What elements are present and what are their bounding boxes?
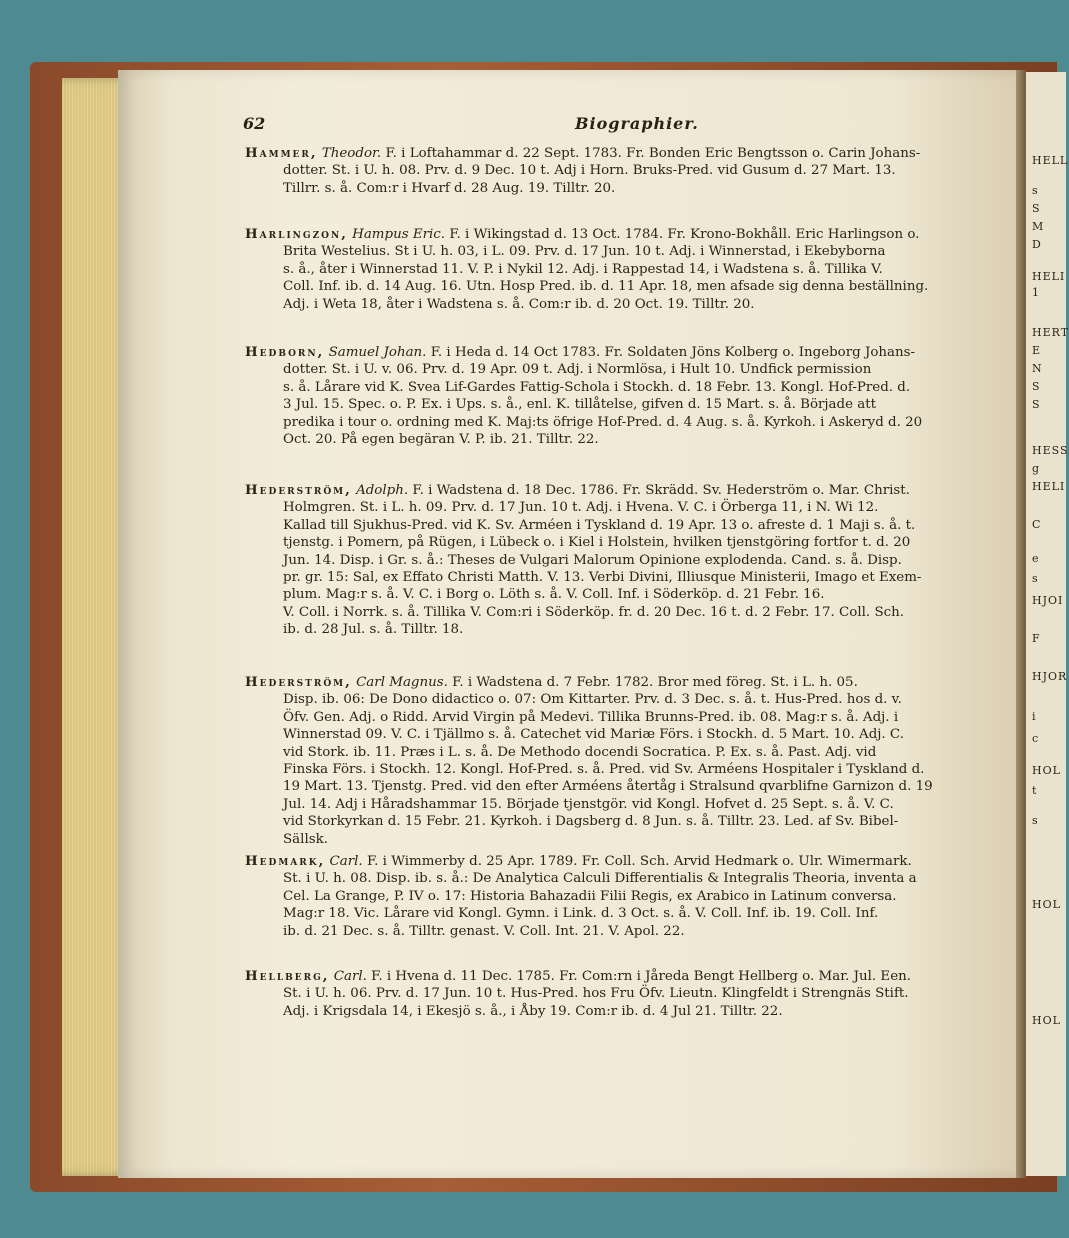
entry-text: F. i Wimmerby d. 25 Apr. 1789. Fr. Coll. Sch. Arvid Hedmark o. Ulr. Wimermark. [366,854,912,869]
biography-entry [245,674,1015,848]
entry-line: Adj. i Weta 18, åter i Wadstena s. å. Com:r ib. d. 20 Oct. 19. Tilltr. 20. [283,296,755,312]
entry-surname: Hellberg, [245,968,330,984]
book-gutter [1016,70,1026,1178]
entry-line: 3 Jul. 15. Spec. o. P. Ex. i Ups. s. å., enl. K. tillåtelse, gifven d. 15 Mart. s. å. Började att [283,397,877,413]
entry-line: ib. d. 28 Jul. s. å. Tilltr. 18. [283,622,464,638]
next-page-fragment: HJOI [1032,594,1064,607]
entry-first-line [245,674,1015,691]
next-page-fragment: e [1032,552,1040,565]
next-page-fragment: S [1032,202,1041,215]
entry-surname: Hedborn, [245,344,325,360]
entry-given-name: Carl. [329,854,363,869]
entry-line: St. i U. h. 08. Disp. ib. s. å.: De Analytica Calculi Differentialis & Integralis Theoria, inventa a [283,871,917,887]
entry-line: Oct. 20. På egen begäran V. P. ib. 21. Tilltr. 22. [283,432,599,448]
entry-line: Brita Westelius. St i U. h. 03, i L. 09. Prv. d. 17 Jun. 10 t. Adj. i Winnerstad, i Ekebyborna [283,244,886,260]
entry-given-name: Adolph. [356,483,409,498]
entry-given-name: Samuel Johan. [328,345,427,360]
entry-surname: Hederström, [245,482,352,498]
next-page-fragment: c [1032,732,1040,745]
entry-line: Winnerstad 09. V. C. i Tjällmo s. å. Catechet vid Mariæ Förs. i Stockh. d. 5 Mart. 10. Adj. C. [283,727,904,743]
biography-entry [245,968,1015,1020]
next-page-fragment: t [1032,784,1038,797]
entry-surname: Hedmark, [245,853,326,869]
entry-line: plum. Mag:r s. å. V. C. i Borg o. Löth s. å. V. Coll. Inf. i Söderköp. d. 21 Febr. 16. [283,587,825,603]
entry-line: Mag:r 18. Vic. Lårare vid Kongl. Gymn. i Link. d. 3 Oct. s. å. V. Coll. Inf. ib. 19. Coll. Inf. [283,906,879,922]
entry-first-line [245,968,1015,985]
entry-given-name: Carl Magnus. [356,675,448,690]
next-page-fragment: i [1032,710,1037,723]
running-head: Biographier. [575,114,699,133]
next-page-fragment: HJOR [1032,670,1068,683]
biography-entry [245,145,1015,197]
entry-line: tjenstg. i Pomern, på Rügen, i Lübeck o. i Kiel i Holstein, hvilken tjenstgöring fortfor t. d. 20 [283,535,911,551]
entry-line: Kallad till Sjukhus-Pred. vid K. Sv. Arméen i Tyskland d. 19 Apr. 13 o. afreste d. 1 Maji s. å. t. [283,517,916,533]
entry-line: Öfv. Gen. Adj. o Ridd. Arvid Virgin på Medevi. Tillika Brunns-Pred. ib. 08. Mag:r s. å. Adj. i [283,709,899,725]
entry-line: vid Stork. ib. 11. Præs i L. s. å. De Methodo docendi Socratica. P. Ex. s. å. Past. Adj. vid [283,744,877,760]
entry-given-name: Carl. [333,969,367,984]
next-page-fragment: s [1032,814,1039,827]
next-page-fragment: M [1032,220,1045,233]
entry-text: F. i Heda d. 14 Oct 1783. Fr. Soldaten Jöns Kolberg o. Ingeborg Johans- [430,345,916,360]
biography-entry [245,344,1015,448]
entry-first-line [245,145,1015,162]
entry-first-line [245,482,1015,499]
next-page-fragment: N [1032,362,1043,375]
next-page-fragment: HELI [1032,480,1066,493]
entry-line: St. i U. h. 06. Prv. d. 17 Jun. 10 t. Hus-Pred. hos Fru Öfv. Lieutn. Klingfeldt i Strengnäs Stift. [283,986,909,1002]
page-number: 62 [243,114,266,133]
entry-text: F. i Wadstena d. 7 Febr. 1782. Bror med föreg. St. i L. h. 05. [452,675,858,690]
entry-line: Sällsk. [283,831,328,847]
entry-line: V. Coll. i Norrk. s. å. Tillika V. Com:ri i Söderköp. fr. d. 20 Dec. 16 t. d. 2 Febr. 17. Coll. Sch. [283,604,904,620]
entry-first-line [245,853,1015,870]
next-page-fragment: HESS [1032,444,1069,457]
entry-surname: Hammer, [245,145,318,161]
entry-line: Cel. La Grange, P. IV o. 17: Historia Bahazadii Filii Regis, ex Arabico in Latinum conversa. [283,888,897,904]
biography-entry [245,226,1015,313]
entry-first-line [245,226,1015,243]
next-page-fragment: HERT [1032,326,1069,339]
entry-line: Coll. Inf. ib. d. 14 Aug. 16. Utn. Hosp Pred. ib. d. 11 Apr. 18, men afsade sig denna beställning. [283,279,929,295]
next-page-fragment: HOL [1032,1014,1061,1027]
next-page-fragment: E [1032,344,1042,357]
next-page-fragment: 1 [1032,286,1040,299]
entry-line: vid Storkyrkan d. 15 Febr. 21. Kyrkoh. i Dagsberg d. 8 Jun. s. å. Tilltr. 23. Led. af Sv. Bibel- [283,814,899,830]
entry-line: ib. d. 21 Dec. s. å. Tilltr. genast. V. Coll. Int. 21. V. Apol. 22. [283,923,685,939]
entry-line: pr. gr. 15: Sal, ex Effato Christi Matth. V. 13. Verbi Divini, Illiusque Ministerii, Imago et Exem- [283,570,922,586]
entry-line: Finska Förs. i Stockh. 12. Kongl. Hof-Pred. s. å. Pred. vid Sv. Arméens Hospitaler i Tyskland d. [283,762,925,778]
entry-line: Jun. 14. Disp. i Gr. s. å.: Theses de Vulgari Malorum Opinione explodenda. Cand. s. å. Disp. [283,552,902,568]
next-page-fragment: D [1032,238,1042,251]
entry-line: Tillrr. s. å. Com:r i Hvarf d. 28 Aug. 19. Tilltr. 20. [283,180,616,196]
next-page-edge [1026,72,1069,1176]
next-page-fragment: s [1032,572,1039,585]
next-page-fragment: s [1032,184,1039,197]
next-page-fragment: S [1032,380,1041,393]
entry-given-name: Hampus Eric. [352,227,446,242]
entry-surname: Hederström, [245,674,352,690]
entry-line: Adj. i Krigsdala 14, i Ekesjö s. å., i Åby 19. Com:r ib. d. 4 Jul 21. Tilltr. 22. [283,1003,783,1019]
entry-line: Disp. ib. 06: De Dono didactico o. 07: Om Kittarter. Prv. d. 3 Dec. s. å. t. Hus-Pred. hos d. v. [283,692,902,708]
entry-text: F. i Wikingstad d. 13 Oct. 1784. Fr. Krono-Bokhåll. Eric Harlingson o. [449,227,920,242]
entry-text: F. i Wadstena d. 18 Dec. 1786. Fr. Skrädd. Sv. Hederström o. Mar. Christ. [412,483,910,498]
entry-line: s. å., åter i Winnerstad 11. V. P. i Nykil 12. Adj. i Rappestad 14, i Wadstena s. å. Tillika V. [283,261,883,277]
next-page-fragment: HELI [1032,270,1066,283]
entry-surname: Harlingzon, [245,226,348,242]
next-page-fragment: S [1032,398,1041,411]
entry-text: F. i Hvena d. 11 Dec. 1785. Fr. Com:rn i Jåreda Bengt Hellberg o. Mar. Jul. Een. [371,969,911,984]
biography-entry [245,482,1015,639]
entry-line: predika i tour o. ordning med K. Maj:ts öfrige Hof-Pred. d. 4 Aug. s. å. Kyrkoh. i Askeryd d. 20 [283,414,923,430]
biography-entry [245,853,1015,940]
entry-text: F. i Loftahammar d. 22 Sept. 1783. Fr. Bonden Eric Bengtsson o. Carin Johans- [385,146,921,161]
entry-line: s. å. Lårare vid K. Svea Lif-Gardes Fattig-Schola i Stockh. d. 18 Febr. 13. Kongl. Hof-Pred. d. [283,379,911,395]
entry-line: dotter. St. i U. h. 08. Prv. d. 9 Dec. 10 t. Adj i Horn. Bruks-Pred. vid Gusum d. 27 Mart. 13. [283,163,896,179]
entry-first-line [245,344,1015,361]
entry-line: Holmgren. St. i L. h. 09. Prv. d. 17 Jun. 10 t. Adj. i Hvena. V. C. i Örberga 11, i N. Wi 12. [283,500,879,516]
next-page-fragment: HOL [1032,898,1061,911]
next-page-fragment: C [1032,518,1042,531]
entry-line: dotter. St. i U. v. 06. Prv. d. 19 Apr. 09 t. Adj. i Normlösa, i Hult 10. Undfick permission [283,362,872,378]
next-page-fragment: HELL [1032,154,1069,167]
next-page-fragment: F [1032,632,1041,645]
next-page-fragment: g [1032,462,1041,475]
entry-given-name: Theodor. [321,146,382,161]
next-page-fragment: HOL [1032,764,1061,777]
entry-line: 19 Mart. 13. Tjenstg. Pred. vid den efter Arméens återtåg i Stralsund qvarblifne Garnizon d. 19 [283,779,933,795]
entry-line: Jul. 14. Adj i Håradshammar 15. Började tjenstgör. vid Kongl. Hofvet d. 25 Sept. s. å. V. C. [283,796,894,812]
